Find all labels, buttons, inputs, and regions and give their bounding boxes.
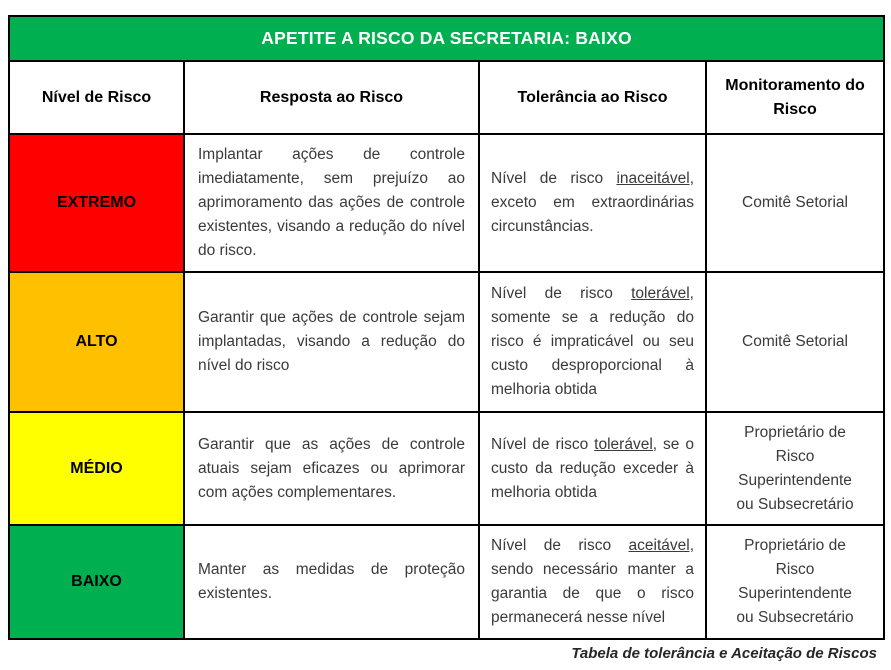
tolerance-text-post: exceto em extraordinárias circunstâncias.: [491, 194, 694, 235]
monitoring-cell-medium: [706, 412, 884, 525]
tolerance-text-underlined: aceitável,: [628, 537, 694, 554]
tolerance-cell-medium: [479, 412, 706, 525]
response-text: Implantar ações de controle imediatamente, sem prejuízo ao aprimoramento das ações de controle existentes, visando a redução do nível do risco.: [198, 146, 465, 259]
table-row-high: [9, 272, 884, 412]
title-row: [9, 16, 884, 61]
monitoring-line: ou Subsecretário: [736, 609, 854, 626]
monitoring-cell-high: [706, 272, 884, 412]
monitoring-line: Comitê Setorial: [742, 194, 848, 211]
response-cell-high: [184, 272, 479, 412]
tolerance-cell-low: [479, 525, 706, 639]
column-header-response: Resposta ao Risco: [184, 61, 479, 134]
risk-level-cell-high: ALTO: [9, 272, 184, 412]
tolerance-text: [480, 433, 705, 505]
tolerance-text: [480, 167, 705, 239]
monitoring-line: Risco: [775, 447, 815, 465]
table-row-extreme: [9, 134, 884, 272]
tolerance-text-underlined: tolerável,: [594, 435, 658, 453]
monitoring-cell-extreme: [706, 134, 884, 272]
risk-level-cell-extreme: EXTREMO: [9, 134, 184, 272]
tolerance-text-underlined: tolerável,: [631, 285, 694, 302]
tolerance-cell-extreme: [479, 134, 706, 272]
tolerance-text-pre: Nível de risco: [491, 537, 629, 554]
monitoring-line: Risco: [775, 561, 815, 578]
response-cell-low: [184, 525, 479, 639]
column-header-risk-level: Nível de Risco: [9, 61, 184, 134]
tolerance-text: [480, 534, 705, 630]
tolerance-text-underlined: inaceitável,: [616, 170, 694, 187]
tolerance-cell-high: [479, 272, 706, 412]
tolerance-text-post: se o custo da redução exceder à melhoria obtida: [491, 435, 694, 501]
column-header-tolerance: Tolerância ao Risco: [479, 61, 706, 134]
risk-level-cell-medium: MÉDIO: [9, 412, 184, 525]
risk-tolerance-table: [8, 15, 885, 640]
column-header-monitoring: Monitoramento do Risco: [706, 61, 884, 134]
tolerance-text-pre: Nível de risco: [491, 285, 632, 302]
column-header-row: [9, 61, 884, 134]
monitoring-line: Superintendente: [738, 471, 852, 489]
response-cell-medium: [184, 412, 479, 525]
response-text: Garantir que as ações de controle atuais sejam eficazes ou aprimorar com ações complementares.: [198, 435, 465, 501]
monitoring-cell-low: [706, 525, 884, 639]
tolerance-text-post: sendo necessário manter a garantia de que o risco permanecerá nesse nível: [491, 561, 694, 626]
tolerance-text-post: somente se a redução do risco é impraticável ou seu custo desproporcional à melhoria obtida: [491, 309, 694, 398]
monitoring-line: ou Subsecretário: [736, 495, 854, 513]
tolerance-text-pre: Nível de risco: [491, 170, 617, 187]
table-row-medium: [9, 412, 884, 525]
response-cell-extreme: [184, 134, 479, 272]
response-text: Garantir que ações de controle sejam implantadas, visando a redução do nível do risco: [198, 309, 465, 374]
tolerance-text: [480, 282, 705, 402]
tolerance-text-pre: Nível de risco: [491, 435, 595, 453]
response-text: Manter as medidas de proteção existentes.: [198, 561, 465, 602]
monitoring-line: Comitê Setorial: [742, 333, 848, 350]
monitoring-line: Proprietário de: [744, 537, 846, 554]
risk-level-cell-low: BAIXO: [9, 525, 184, 639]
monitoring-line: Proprietário de: [744, 423, 846, 441]
table-row-low: [9, 525, 884, 639]
monitoring-line: Superintendente: [738, 585, 852, 602]
table-title: APETITE A RISCO DA SECRETARIA: BAIXO: [9, 16, 884, 61]
table-caption: Tabela de tolerância e Aceitação de Riscos: [571, 645, 877, 662]
